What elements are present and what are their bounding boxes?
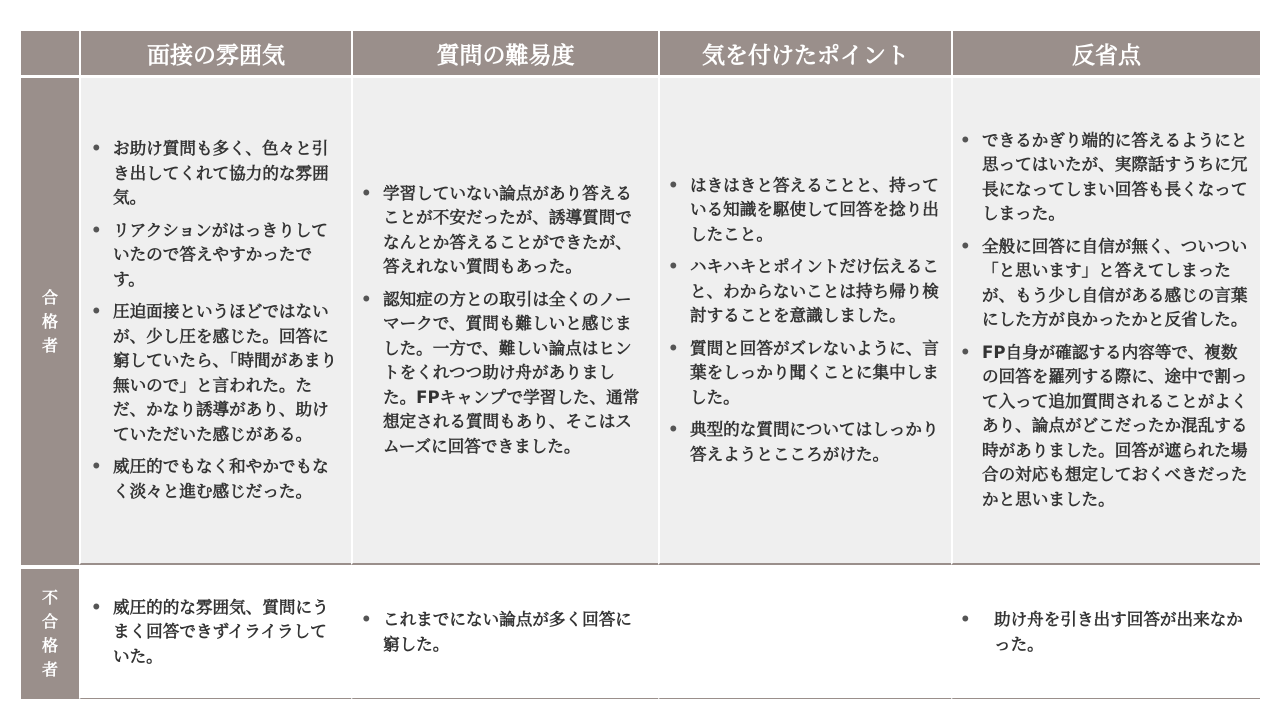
row-label-char: 不: [41, 588, 58, 607]
bullet-item: • 威圧的でもなく和やかでもなく淡々と進む感じだった。: [113, 455, 337, 504]
interview-comparison-table: [21, 31, 1260, 699]
bullet-list: [353, 608, 658, 657]
failed-reflection-cell: [951, 565, 1260, 699]
row-label-passed: [21, 75, 79, 565]
bullet-list: [953, 608, 1260, 657]
row-label-char: 者: [41, 660, 58, 679]
failed-difficulty-cell: [351, 565, 658, 699]
bullet-item: • FP自身が確認する内容等で、複数の回答を羅列する際に、途中で割って入って追加質問されることがよくあり、論点がどこだったか混乱する時がありました。回答が遮られた場合の対応も想定しておくべきだったかと思いました。: [982, 341, 1248, 513]
header-points: 気を付けたポイント: [658, 31, 951, 75]
bullet-item: • できるかぎり端的に答えるようにと思ってはいたが、実際話すうちに冗長になってしまい回答も長くなってしまった。: [982, 129, 1248, 227]
bullet-list: [660, 174, 951, 468]
bullet-item: • リアクションがはっきりしていたので答えやすかったです。: [113, 219, 337, 293]
bullet-item: • 学習していない論点があり答えることが不安だったが、誘導質問でなんとか答えることができたが、答えれない質問もあった。: [383, 182, 644, 280]
bullet-item: • 典型的な質問についてはしっかり答えようとこころがけた。: [690, 418, 945, 467]
failed-atmosphere-cell: [79, 565, 351, 699]
bullet-item: • 認知症の方との取引は全くのノーマークで、質問も難しいと感じました。一方で、難しい論点はヒントをくれつつ助け舟がありました。FPキャンプで学習した、通常想定される質問もあり、そこはスムーズに回答できました。: [383, 288, 644, 460]
bullet-list: [81, 137, 351, 504]
header-corner: [21, 31, 79, 75]
row-label-char: 合: [41, 612, 58, 631]
bullet-item: • ハキハキとポイントだけ伝えること、わからないことは持ち帰り検討することを意識しました。: [690, 255, 945, 329]
bullet-item: • 質問と回答がズレないように、言葉をしっかり聞くことに集中しました。: [690, 337, 945, 411]
row-label-char: 格: [41, 311, 58, 331]
header-atmosphere: 面接の雰囲気: [79, 31, 351, 75]
bullet-list: [953, 129, 1260, 513]
bullet-list: [353, 182, 658, 460]
bullet-item: • これまでにない論点が多く回答に窮した。: [383, 608, 644, 657]
passed-points-cell: [658, 75, 951, 565]
bullet-item: • 威圧的的な雰囲気、質問にうまく回答できずイライラしていた。: [113, 596, 337, 670]
passed-difficulty-cell: [351, 75, 658, 565]
bullet-item: • 圧迫面接というほどではないが、少し圧を感じた。回答に窮していたら、「時間があまり無いので」と言われた。ただ、かなり誘導があり、助けていただいた感じがある。: [113, 300, 337, 447]
row-label-char: 格: [41, 636, 58, 655]
row-label-char: 者: [41, 335, 58, 355]
row-label-char: 合: [41, 287, 58, 307]
bullet-item: • お助け質問も多く、色々と引き出してくれて協力的な雰囲気。: [113, 137, 337, 211]
bullet-item: • はきはきと答えることと、持っている知識を駆使して回答を捻り出したこと。: [690, 174, 945, 248]
header-reflection: 反省点: [951, 31, 1260, 75]
failed-points-cell: [658, 565, 951, 699]
bullet-item: • 全般に回答に自信が無く、ついつい「と思います」と答えてしまったが、もう少し自信がある感じの言葉にした方が良かったかと反省した。: [982, 235, 1248, 333]
bullet-item: • 助け舟を引き出す回答が出来なかった。: [994, 608, 1248, 657]
row-label-failed: [21, 565, 79, 699]
header-difficulty: 質問の難易度: [351, 31, 658, 75]
bullet-list: [81, 596, 351, 670]
passed-reflection-cell: [951, 75, 1260, 565]
passed-atmosphere-cell: [79, 75, 351, 565]
